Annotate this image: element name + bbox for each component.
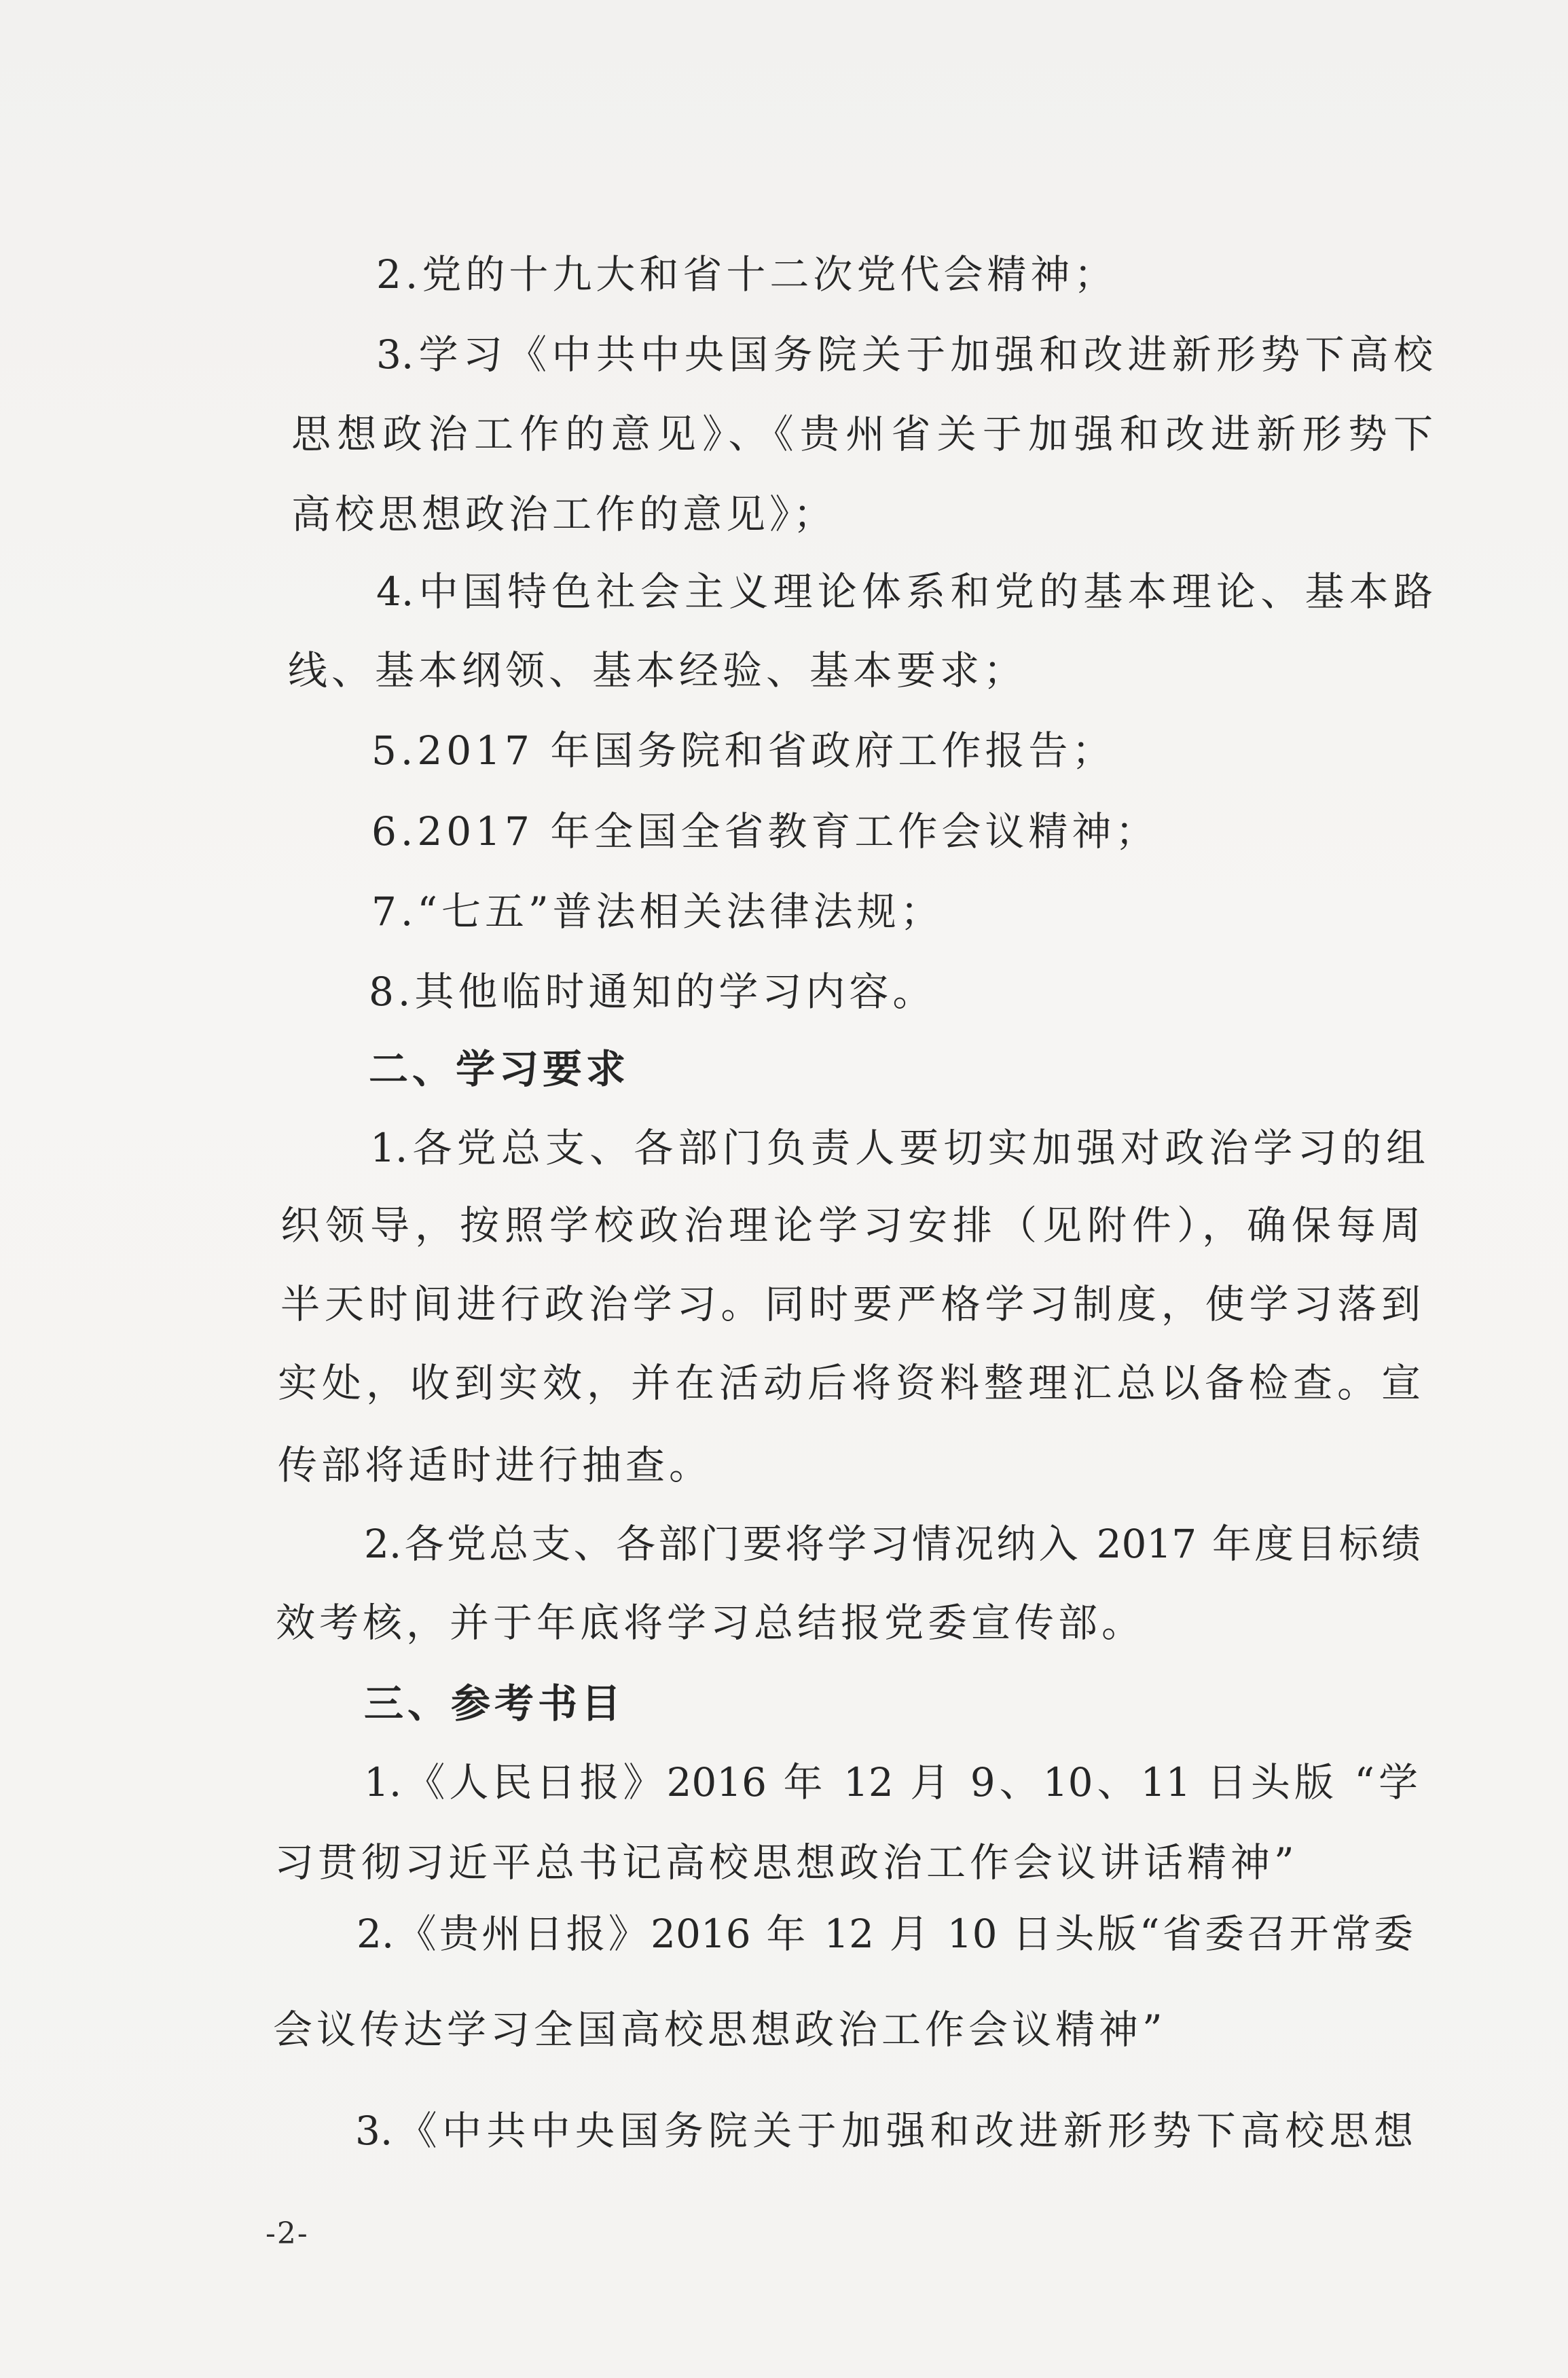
text-line: 习贯彻习近平总书记高校思想政治工作会议讲话精神” [274, 1839, 1298, 1886]
text-line: 半天时间进行政治学习。同时要严格学习制度，使学习落到 [280, 1281, 1421, 1327]
text-line: 传部将适时进行抽查。 [278, 1442, 713, 1488]
text-line: 高校思想政治工作的意见》； [291, 491, 837, 537]
section-heading: 三、参考书目 [364, 1680, 625, 1727]
text-line: 1.各党总支、各部门负责人要切实加强对政治学习的组 [370, 1125, 1425, 1171]
text-line: 3.《中共中央国务院关于加强和改进新形势下高校思想 [355, 2108, 1413, 2154]
text-line: 2.各党总支、各部门要将学习情况纳入 2017 年度目标绩 [364, 1521, 1421, 1567]
text-line: 5.2017 年国务院和省政府工作报告； [371, 727, 1116, 774]
text-line: 线、基本纲领、基本经验、基本要求； [288, 647, 1027, 693]
text-line: 2.《贵州日报》2016 年 12 月 10 日头版“省委召开常委 [357, 1911, 1413, 1957]
text-line: 8.其他临时通知的学习内容。 [369, 969, 936, 1015]
text-line: 会议传达学习全国高校思想政治工作会议精神” [273, 2006, 1167, 2053]
text-line: 7.“七五”普法相关法律法规； [371, 888, 944, 935]
text-line: 6.2017 年全国全省教育工作会议精神； [371, 808, 1159, 854]
text-line: 织领导，按照学校政治理论学习安排（见附件），确保每周 [280, 1202, 1421, 1248]
text-line: 4.中国特色社会主义理论体系和党的基本理论、基本路 [376, 569, 1433, 615]
text-line: 1.《人民日报》2016 年 12 月 9、10、11 日头版 “学 [364, 1759, 1418, 1805]
text-line: 3.学习《中共中央国务院关于加强和改进新形势下高校 [376, 331, 1433, 378]
text-line: 2.党的十九大和省十二次党代会精神； [376, 251, 1118, 298]
text-line: 思想政治工作的意见》、《贵州省关于加强和改进新形势下 [291, 411, 1433, 457]
text-line: 实处，收到实效，并在活动后将资料整理汇总以备检查。宣 [278, 1360, 1421, 1406]
section-heading: 二、学习要求 [369, 1046, 630, 1092]
page-number: -2- [266, 2216, 309, 2251]
text-line: 效考核，并于年底将学习总结报党委宣传部。 [276, 1600, 1146, 1646]
